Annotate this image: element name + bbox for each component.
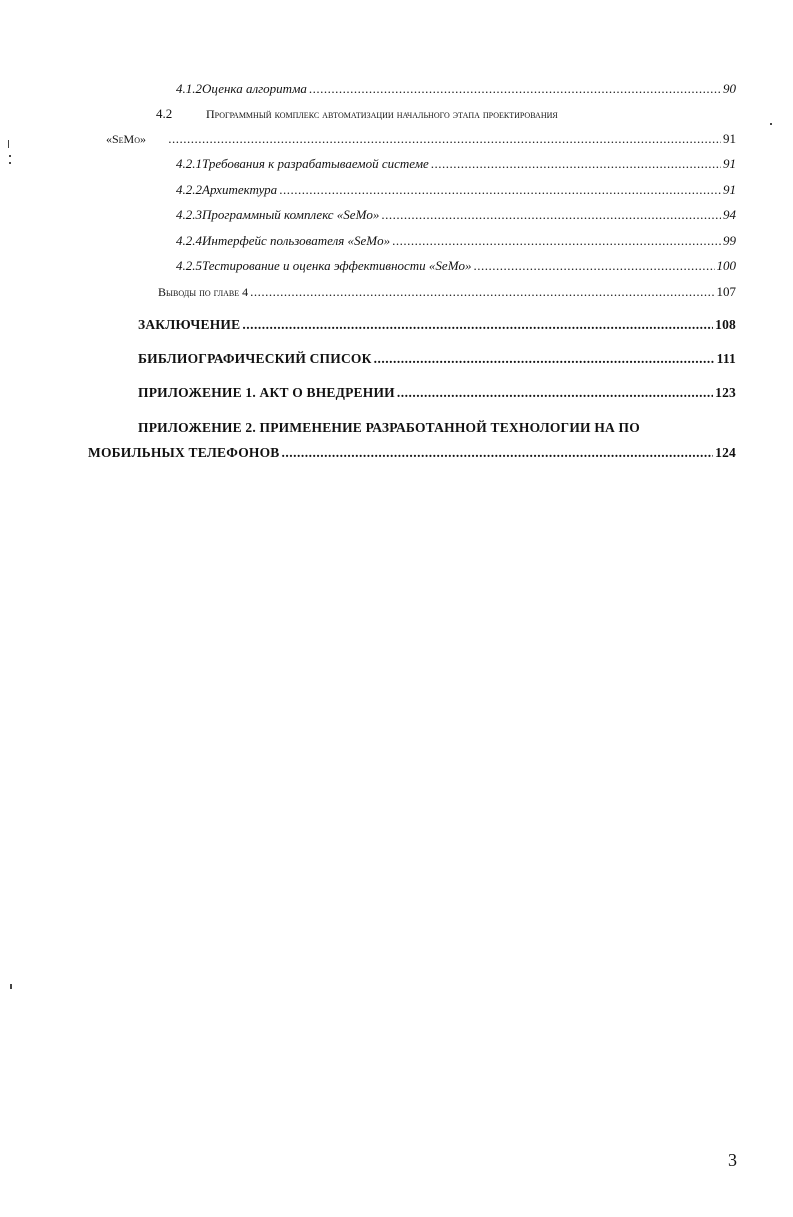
dot-leader [392, 233, 721, 249]
section-number: 4.2 [156, 106, 173, 121]
section-number: 4.2.4 [176, 233, 202, 248]
page-ref: 91 [723, 131, 736, 146]
section-title: Выводы по главе 4 [158, 285, 249, 299]
page-ref: 111 [716, 351, 736, 366]
dot-leader [474, 258, 715, 274]
dot-leader [250, 284, 714, 300]
page-number: 3 [728, 1150, 737, 1170]
dot-leader [242, 317, 713, 333]
page-ref: 90 [723, 81, 736, 96]
toc-entry-4-2-heading [156, 106, 558, 122]
scan-artifact [9, 155, 11, 157]
toc-entry-4-2-1 [176, 156, 736, 172]
section-number: 4.1.2 [176, 81, 202, 96]
section-number: 4.2.2 [176, 182, 202, 197]
page-ref: 107 [716, 284, 736, 299]
toc-entry-conclusion [138, 317, 736, 333]
section-title: ПРИЛОЖЕНИЕ 1. АКТ О ВНЕДРЕНИИ [138, 385, 395, 400]
page-ref: 124 [715, 445, 736, 460]
dot-leader [279, 182, 721, 198]
scan-artifact [8, 140, 9, 148]
toc-entry-4-2-4 [176, 233, 736, 249]
section-title: Программный комплекс автоматизации начального этапа проектирования [206, 107, 558, 121]
toc-entry-4-1-2 [176, 81, 736, 97]
dot-leader [282, 445, 714, 461]
section-title: Оценка алгоритма [202, 81, 307, 96]
section-title: Архитектура [202, 182, 278, 197]
page-ref: 123 [715, 385, 736, 400]
page-ref: 108 [715, 317, 736, 332]
section-title-continued: «SeMo» [106, 132, 147, 146]
scan-artifact [10, 984, 12, 989]
toc-entry-appendix-2 [88, 445, 736, 461]
section-title: Программный комплекс «SeMo» [202, 207, 380, 222]
page-ref: 91 [723, 156, 736, 171]
dot-leader [168, 131, 721, 147]
section-title: Тестирование и оценка эффективности «SeMo» [202, 258, 472, 273]
section-number: 4.2.5 [176, 258, 202, 273]
toc-entry-chapter-4-conclusions [158, 284, 736, 300]
section-title: ПРИЛОЖЕНИЕ 2. ПРИМЕНЕНИЕ РАЗРАБОТАННОЙ ТЕХНОЛОГИИ НА ПО [138, 420, 640, 435]
toc-entry-4-2 [106, 131, 736, 147]
toc-entry-appendix-1 [138, 385, 736, 401]
dot-leader [397, 385, 713, 401]
section-title: БИБЛИОГРАФИЧЕСКИЙ СПИСОК [138, 351, 372, 366]
section-title: ЗАКЛЮЧЕНИЕ [138, 317, 241, 332]
dot-leader [309, 81, 721, 97]
toc-entry-bibliography [138, 351, 736, 367]
scan-artifact [9, 162, 11, 164]
page-ref: 100 [716, 258, 736, 273]
page-ref: 94 [723, 207, 736, 222]
toc-entry-4-2-3 [176, 207, 736, 223]
section-title-continued: МОБИЛЬНЫХ ТЕЛЕФОНОВ [88, 445, 280, 460]
section-title: Интерфейс пользователя «SeMo» [202, 233, 391, 248]
scan-artifact [770, 123, 772, 125]
section-number: 4.2.3 [176, 207, 202, 222]
toc-entry-4-2-5 [176, 258, 736, 274]
page-ref: 99 [723, 233, 736, 248]
dot-leader [374, 351, 715, 367]
toc-entry-4-2-2 [176, 182, 736, 198]
toc-entry-appendix-2-heading [138, 420, 640, 436]
dot-leader [431, 156, 721, 172]
section-title: Требования к разрабатываемой системе [202, 156, 429, 171]
section-number: 4.2.1 [176, 156, 202, 171]
page-ref: 91 [723, 182, 736, 197]
dot-leader [381, 207, 721, 223]
